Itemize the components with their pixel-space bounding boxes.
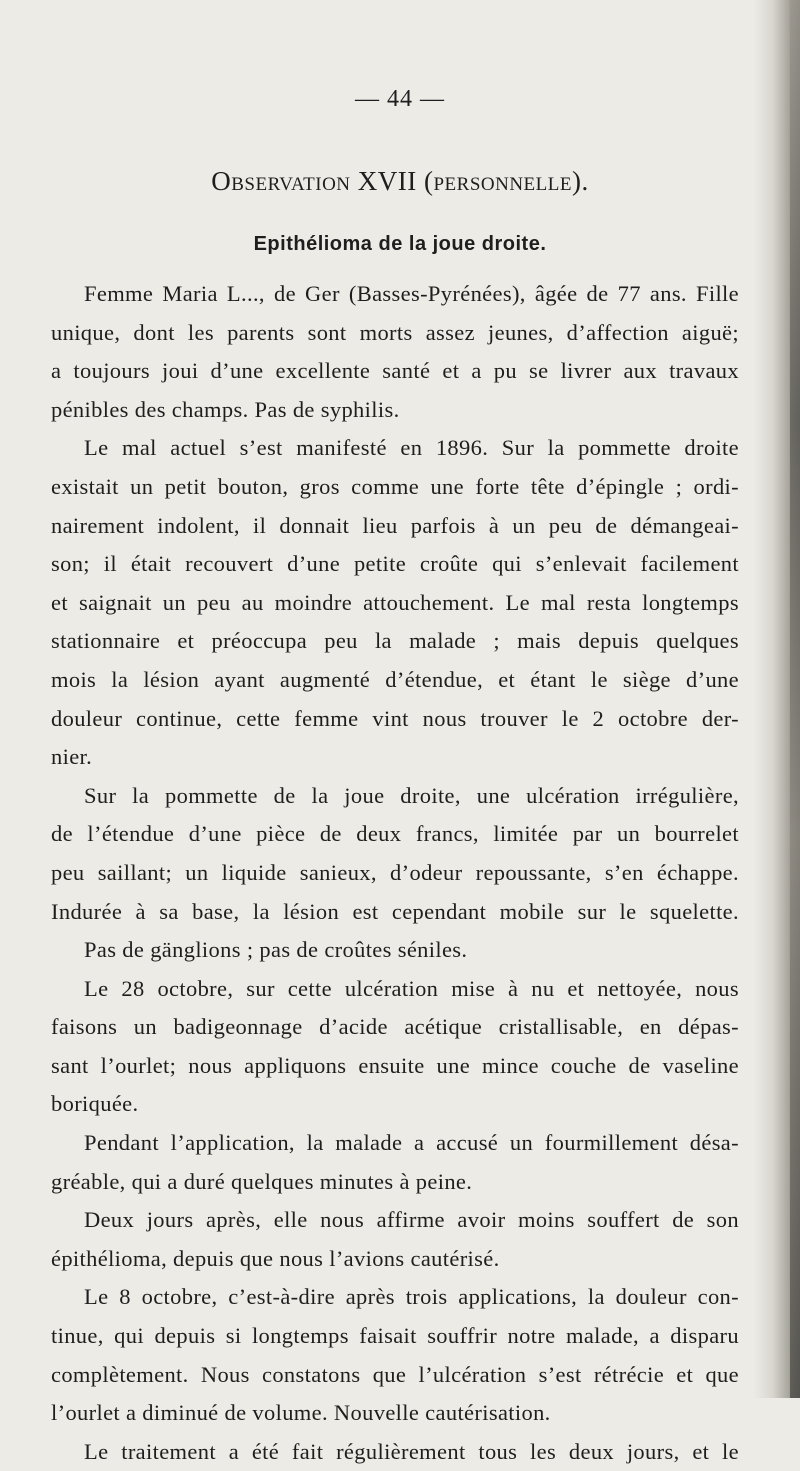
text-line: Sur la pommette de la joue droite, une ulcération irrégulière, [84,782,739,808]
page-number: — 44 — [355,86,445,112]
text-line: a toujours joui d’une excellente santé et a pu se livrer aux travaux [51,358,739,384]
text-line: tinue, qui depuis si longtemps faisait souffrir notre malade, a disparu [51,1323,739,1349]
text-line: stationnaire et préoccupa peu la malade ; mais depuis quelques [51,628,739,654]
text-line: Pas de gänglions ; pas de croûtes séniles. [84,937,468,963]
observation-title [0,166,800,197]
text-line: pénibles des champs. Pas de syphilis. [51,396,400,422]
text-line: nairement indolent, il donnait lieu parfois à un peu de démangeai- [51,512,739,538]
text-line: l’ourlet a diminué de volume. Nouvelle cautérisation. [51,1400,551,1426]
text-line: Le 8 octobre, c’est-à-dire après trois applications, la douleur con- [84,1284,739,1310]
text-line: mois la lésion ayant augmenté d’étendue, et étant le siège d’une [51,666,739,692]
text-line: Indurée à sa base, la lésion est cependant mobile sur le squelette. [51,898,739,924]
body-text [51,275,739,1471]
text-line: Le 28 octobre, sur cette ulcération mise à nu et nettoyée, nous [84,975,739,1001]
text-line: et saignait un peu au moindre attouchement. Le mal resta longtemps [51,589,739,615]
text-line: de l’étendue d’une pièce de deux francs, limitée par un bourrelet [51,821,739,847]
text-line: gréable, qui a duré quelques minutes à peine. [51,1168,473,1194]
text-line: Deux jours après, elle nous affirme avoir moins souffert de son [84,1207,739,1233]
text-line: faisons un badigeonnage d’acide acétique cristallisable, en dépas- [51,1014,739,1040]
text-line: existait un petit bouton, gros comme une forte tête d’épingle ; ordi- [51,473,739,499]
text-line: douleur continue, cette femme vint nous trouver le 2 octobre der- [51,705,739,731]
text-line: son; il était recouvert d’une petite croûte qui s’enlevait facilement [51,551,739,577]
text-line: unique, dont les parents sont morts assez jeunes, d’affection aiguë; [51,319,739,345]
text-line: sant l’ourlet; nous appliquons ensuite une mince couche de vaseline [51,1052,739,1078]
text-line: complètement. Nous constatons que l’ulcération s’est rétrécie et que [51,1361,739,1387]
text-line: Femme Maria L..., de Ger (Basses-Pyrénées), âgée de 77 ans. Fille [84,281,739,306]
text-line: boriquée. [51,1091,139,1117]
observation-title-text: Observation XVII (personnelle). [211,166,589,196]
book-binding-edge [790,0,800,1398]
text-line: nier. [51,744,93,770]
text-line: Le mal actuel s’est manifesté en 1896. Sur la pommette droite [84,435,739,461]
text-line: Pendant l’application, la malade a accusé un fourmillement désa- [84,1130,739,1156]
case-subtitle: Epithélioma de la joue droite. [253,233,547,255]
text-line: Le traitement a été fait régulièrement tous les deux jours, et le [84,1438,739,1464]
text-line: épithélioma, depuis que nous l’avions cautérisé. [51,1245,500,1271]
text-line: peu saillant; un liquide sanieux, d’odeur repoussante, s’en échappe. [51,859,739,885]
